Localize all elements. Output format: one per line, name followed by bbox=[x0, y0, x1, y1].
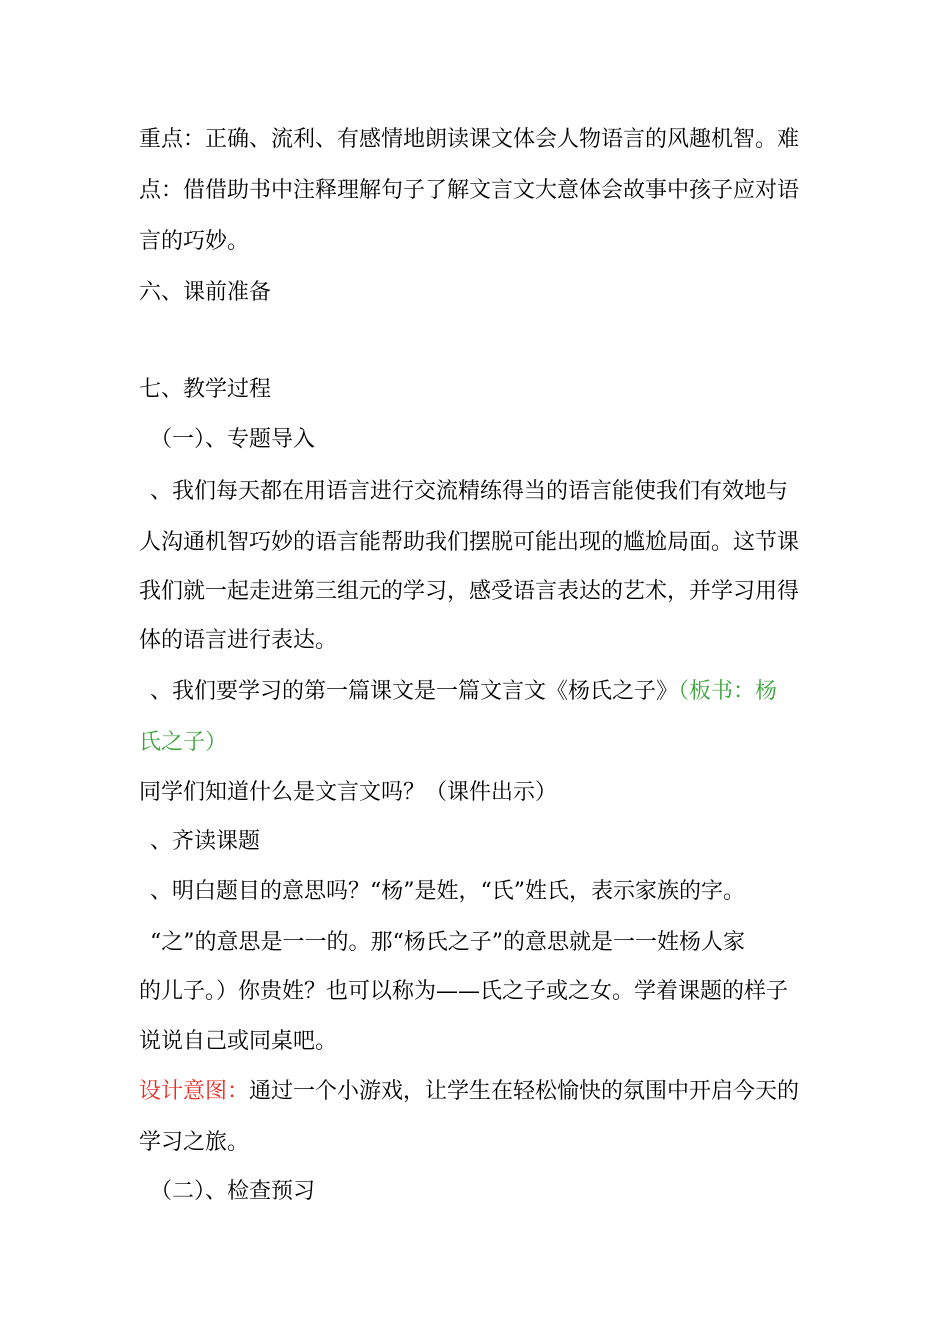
design-intent-line bbox=[139, 1078, 799, 1106]
paragraph-line: 、我们每天都在用语言进行交流精练得当的语言能使我们有效地与 bbox=[150, 479, 789, 504]
paragraph-line: 、齐读课题 bbox=[150, 829, 261, 854]
section-heading-teaching-process: 七、教学过程 bbox=[139, 377, 272, 402]
subsection-heading-preview-check: （二）、检查预习 bbox=[150, 1179, 316, 1204]
paragraph-line bbox=[150, 678, 777, 706]
paragraph-line: 我们就一起走进第三组元的学习，感受语言表达的艺术，并学习用得 bbox=[139, 579, 800, 604]
design-intent-label: 设计意图： bbox=[139, 1079, 250, 1104]
key-points-line-3: 言的巧妙。 bbox=[139, 229, 250, 254]
design-intent-line-2: 学习之旅。 bbox=[139, 1130, 250, 1155]
key-points-line-1: 重点：正确、流利、有感情地朗读课文体会人物语言的风趣机智。难 bbox=[139, 127, 800, 152]
paragraph-text: 、我们要学习的第一篇课文是一篇文言文《杨氏之子》 bbox=[150, 679, 679, 704]
paragraph-line: 、明白题目的意思吗？“杨”是姓，“氏”姓氏，表示家族的字。 bbox=[150, 879, 745, 904]
key-points-line-2: 点：借借助书中注释理解句子了解文言文大意体会故事中孩子应对语 bbox=[139, 178, 800, 203]
board-note: （板书：杨 bbox=[678, 679, 778, 704]
paragraph-line: 人沟通机智巧妙的语言能帮助我们摆脱可能出现的尴尬局面。这节课 bbox=[139, 530, 800, 555]
paragraph-line: 同学们知道什么是文言文吗？（课件出示） bbox=[139, 780, 558, 805]
paragraph-line: 说说自己或同桌吧。 bbox=[139, 1029, 338, 1054]
paragraph-line: 的儿子。）你贵姓？也可以称为——氏之子或之女。学着课题的样子 bbox=[139, 979, 789, 1004]
paragraph-line: “之”的意思是一一的。那“杨氏之子”的意思就是一一姓杨人家 bbox=[150, 930, 745, 955]
board-note-continued: 氏之子） bbox=[139, 730, 228, 755]
section-heading-preparation: 六、课前准备 bbox=[139, 280, 272, 305]
subsection-heading-intro: （一）、专题导入 bbox=[150, 427, 316, 452]
paragraph-line: 体的语言进行表达。 bbox=[139, 628, 338, 653]
design-intent-text: 通过一个小游戏，让学生在轻松愉快的氛围中开启今天的 bbox=[249, 1079, 800, 1104]
